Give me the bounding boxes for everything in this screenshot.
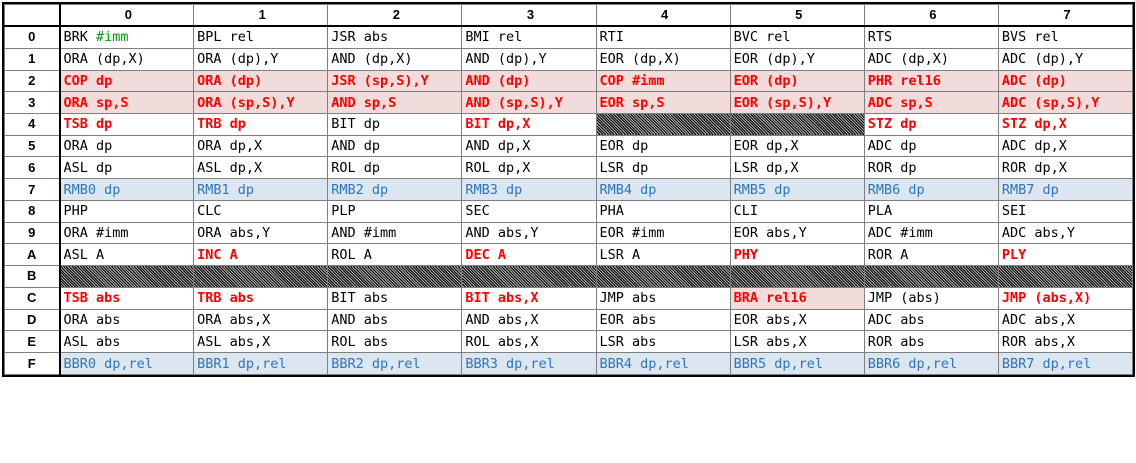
opcode-cell-91: ORA abs,Y (194, 222, 328, 244)
unused-cell-B6 (864, 266, 998, 288)
column-header-1: 1 (194, 5, 328, 27)
mnemonic-text: BRK (63, 29, 97, 46)
opcode-cell-67: ROR dp,X (998, 157, 1132, 179)
column-header-6: 6 (864, 5, 998, 27)
opcode-cell-E7: ROR abs,X (998, 331, 1132, 353)
opcode-cell-13: AND (dp),Y (462, 48, 596, 70)
opcode-cell-F2: BBR2 dp,rel (328, 353, 462, 375)
opcode-cell-F1: BBR1 dp,rel (194, 353, 328, 375)
opcode-cell-72: RMB2 dp (328, 179, 462, 201)
opcode-cell-76: RMB6 dp (864, 179, 998, 201)
opcode-cell-E3: ROL abs,X (462, 331, 596, 353)
opcode-cell-41: TRB dp (194, 113, 328, 135)
opcode-cell-A0: ASL A (60, 244, 194, 266)
opcode-cell-D5: EOR abs,X (730, 309, 864, 331)
unused-cell-B3 (462, 266, 596, 288)
opcode-cell-65: LSR dp,X (730, 157, 864, 179)
column-header-4: 4 (596, 5, 730, 27)
opcode-cell-D7: ADC abs,X (998, 309, 1132, 331)
opcode-cell-A5: PHY (730, 244, 864, 266)
opcode-cell-80: PHP (60, 200, 194, 222)
row-header-2: 2 (5, 70, 60, 92)
header-row (5, 5, 1133, 27)
opcode-cell-D4: EOR abs (596, 309, 730, 331)
unused-cell-B2 (328, 266, 462, 288)
opcode-cell-E5: LSR abs,X (730, 331, 864, 353)
opcode-cell-30: ORA sp,S (60, 92, 194, 114)
opcode-cell-33: AND (sp,S),Y (462, 92, 596, 114)
opcode-cell-25: EOR (dp) (730, 70, 864, 92)
opcode-cell-32: AND sp,S (328, 92, 462, 114)
opcode-cell-34: EOR sp,S (596, 92, 730, 114)
opcode-cell-00 (60, 26, 194, 48)
opcode-rows (5, 26, 1133, 375)
opcode-cell-82: PLP (328, 200, 462, 222)
opcode-cell-C3: BIT abs,X (462, 287, 596, 309)
column-header-3: 3 (462, 5, 596, 27)
opcode-cell-22: JSR (sp,S),Y (328, 70, 462, 92)
opcode-cell-31: ORA (sp,S),Y (194, 92, 328, 114)
row-header-3: 3 (5, 92, 60, 114)
opcode-cell-60: ASL dp (60, 157, 194, 179)
opcode-cell-40: TSB dp (60, 113, 194, 135)
unused-cell-B1 (194, 266, 328, 288)
opcode-cell-11: ORA (dp),Y (194, 48, 328, 70)
opcode-cell-C7: JMP (abs,X) (998, 287, 1132, 309)
opcode-row-3 (5, 92, 1133, 114)
opcode-cell-75: RMB5 dp (730, 179, 864, 201)
opcode-cell-37: ADC (sp,S),Y (998, 92, 1132, 114)
opcode-cell-C1: TRB abs (194, 287, 328, 309)
corner-cell (5, 5, 60, 27)
unused-cell-44 (596, 113, 730, 135)
opcode-cell-73: RMB3 dp (462, 179, 596, 201)
opcode-row-9 (5, 222, 1133, 244)
row-header-D: D (5, 309, 60, 331)
opcode-cell-14: EOR (dp,X) (596, 48, 730, 70)
opcode-cell-54: EOR dp (596, 135, 730, 157)
opcode-cell-46: STZ dp (864, 113, 998, 135)
row-header-9: 9 (5, 222, 60, 244)
opcode-row-5 (5, 135, 1133, 157)
opcode-cell-23: AND (dp) (462, 70, 596, 92)
opcode-cell-24: COP #imm (596, 70, 730, 92)
opcode-cell-D3: AND abs,X (462, 309, 596, 331)
opcode-cell-87: SEI (998, 200, 1132, 222)
opcode-cell-26: PHR rel16 (864, 70, 998, 92)
opcode-grid (4, 4, 1133, 375)
opcode-cell-10: ORA (dp,X) (60, 48, 194, 70)
opcode-cell-F0: BBR0 dp,rel (60, 353, 194, 375)
opcode-cell-C4: JMP abs (596, 287, 730, 309)
opcode-cell-01: BPL rel (194, 26, 328, 48)
opcode-cell-16: ADC (dp,X) (864, 48, 998, 70)
opcode-cell-50: ORA dp (60, 135, 194, 157)
immediate-operand-text: #imm (96, 29, 129, 46)
opcode-cell-36: ADC sp,S (864, 92, 998, 114)
column-header-5: 5 (730, 5, 864, 27)
opcode-cell-93: AND abs,Y (462, 222, 596, 244)
opcode-cell-35: EOR (sp,S),Y (730, 92, 864, 114)
opcode-row-D (5, 309, 1133, 331)
opcode-cell-85: CLI (730, 200, 864, 222)
opcode-cell-97: ADC abs,Y (998, 222, 1132, 244)
unused-cell-B4 (596, 266, 730, 288)
opcode-cell-A3: DEC A (462, 244, 596, 266)
opcode-row-A (5, 244, 1133, 266)
opcode-cell-95: EOR abs,Y (730, 222, 864, 244)
opcode-cell-77: RMB7 dp (998, 179, 1132, 201)
opcode-cell-51: ORA dp,X (194, 135, 328, 157)
opcode-cell-21: ORA (dp) (194, 70, 328, 92)
opcode-cell-81: CLC (194, 200, 328, 222)
opcode-cell-C0: TSB abs (60, 287, 194, 309)
opcode-cell-71: RMB1 dp (194, 179, 328, 201)
opcode-cell-A1: INC A (194, 244, 328, 266)
opcode-cell-12: AND (dp,X) (328, 48, 462, 70)
opcode-row-0 (5, 26, 1133, 48)
opcode-cell-66: ROR dp (864, 157, 998, 179)
opcode-cell-52: AND dp (328, 135, 462, 157)
opcode-cell-83: SEC (462, 200, 596, 222)
opcode-cell-07: BVS rel (998, 26, 1132, 48)
opcode-cell-15: EOR (dp),Y (730, 48, 864, 70)
opcode-cell-E1: ASL abs,X (194, 331, 328, 353)
unused-cell-45 (730, 113, 864, 135)
opcode-cell-F4: BBR4 dp,rel (596, 353, 730, 375)
opcode-cell-53: AND dp,X (462, 135, 596, 157)
row-header-4: 4 (5, 113, 60, 135)
opcode-cell-86: PLA (864, 200, 998, 222)
opcode-cell-02: JSR abs (328, 26, 462, 48)
opcode-cell-F5: BBR5 dp,rel (730, 353, 864, 375)
unused-cell-B5 (730, 266, 864, 288)
opcode-row-1 (5, 48, 1133, 70)
opcode-cell-55: EOR dp,X (730, 135, 864, 157)
opcode-cell-20: COP dp (60, 70, 194, 92)
column-header-row (5, 5, 1133, 27)
opcode-cell-03: BMI rel (462, 26, 596, 48)
row-header-E: E (5, 331, 60, 353)
opcode-cell-A4: LSR A (596, 244, 730, 266)
row-header-F: F (5, 353, 60, 375)
opcode-row-2 (5, 70, 1133, 92)
opcode-cell-A7: PLY (998, 244, 1132, 266)
opcode-cell-42: BIT dp (328, 113, 462, 135)
opcode-cell-62: ROL dp (328, 157, 462, 179)
column-header-7: 7 (998, 5, 1132, 27)
row-header-B: B (5, 266, 60, 288)
row-header-1: 1 (5, 48, 60, 70)
row-header-A: A (5, 244, 60, 266)
opcode-cell-61: ASL dp,X (194, 157, 328, 179)
opcode-cell-E0: ASL abs (60, 331, 194, 353)
row-header-7: 7 (5, 179, 60, 201)
row-header-6: 6 (5, 157, 60, 179)
opcode-row-6 (5, 157, 1133, 179)
opcode-cell-E2: ROL abs (328, 331, 462, 353)
opcode-cell-05: BVC rel (730, 26, 864, 48)
opcode-cell-94: EOR #imm (596, 222, 730, 244)
opcode-row-F (5, 353, 1133, 375)
opcode-cell-43: BIT dp,X (462, 113, 596, 135)
opcode-cell-17: ADC (dp),Y (998, 48, 1132, 70)
opcode-cell-56: ADC dp (864, 135, 998, 157)
opcode-cell-A2: ROL A (328, 244, 462, 266)
opcode-cell-84: PHA (596, 200, 730, 222)
opcode-cell-06: RTS (864, 26, 998, 48)
opcode-cell-D6: ADC abs (864, 309, 998, 331)
opcode-cell-C2: BIT abs (328, 287, 462, 309)
opcode-table (2, 2, 1135, 377)
opcode-row-B (5, 266, 1133, 288)
opcode-row-8 (5, 200, 1133, 222)
opcode-cell-C6: JMP (abs) (864, 287, 998, 309)
opcode-cell-63: ROL dp,X (462, 157, 596, 179)
opcode-cell-57: ADC dp,X (998, 135, 1132, 157)
opcode-cell-A6: ROR A (864, 244, 998, 266)
opcode-cell-27: ADC (dp) (998, 70, 1132, 92)
opcode-cell-04: RTI (596, 26, 730, 48)
unused-cell-B7 (998, 266, 1132, 288)
opcode-row-4 (5, 113, 1133, 135)
row-header-C: C (5, 287, 60, 309)
row-header-0: 0 (5, 26, 60, 48)
opcode-row-E (5, 331, 1133, 353)
opcode-cell-47: STZ dp,X (998, 113, 1132, 135)
opcode-row-C (5, 287, 1133, 309)
column-header-0: 0 (60, 5, 194, 27)
opcode-cell-D1: ORA abs,X (194, 309, 328, 331)
opcode-cell-70: RMB0 dp (60, 179, 194, 201)
opcode-cell-F3: BBR3 dp,rel (462, 353, 596, 375)
opcode-cell-D2: AND abs (328, 309, 462, 331)
opcode-cell-F7: BBR7 dp,rel (998, 353, 1132, 375)
opcode-cell-F6: BBR6 dp,rel (864, 353, 998, 375)
column-header-2: 2 (328, 5, 462, 27)
opcode-cell-90: ORA #imm (60, 222, 194, 244)
opcode-cell-64: LSR dp (596, 157, 730, 179)
opcode-cell-E6: ROR abs (864, 331, 998, 353)
row-header-5: 5 (5, 135, 60, 157)
opcode-row-7 (5, 179, 1133, 201)
opcode-cell-E4: LSR abs (596, 331, 730, 353)
row-header-8: 8 (5, 200, 60, 222)
opcode-cell-96: ADC #imm (864, 222, 998, 244)
opcode-cell-D0: ORA abs (60, 309, 194, 331)
opcode-cell-92: AND #imm (328, 222, 462, 244)
opcode-cell-C5: BRA rel16 (730, 287, 864, 309)
opcode-cell-74: RMB4 dp (596, 179, 730, 201)
unused-cell-B0 (60, 266, 194, 288)
